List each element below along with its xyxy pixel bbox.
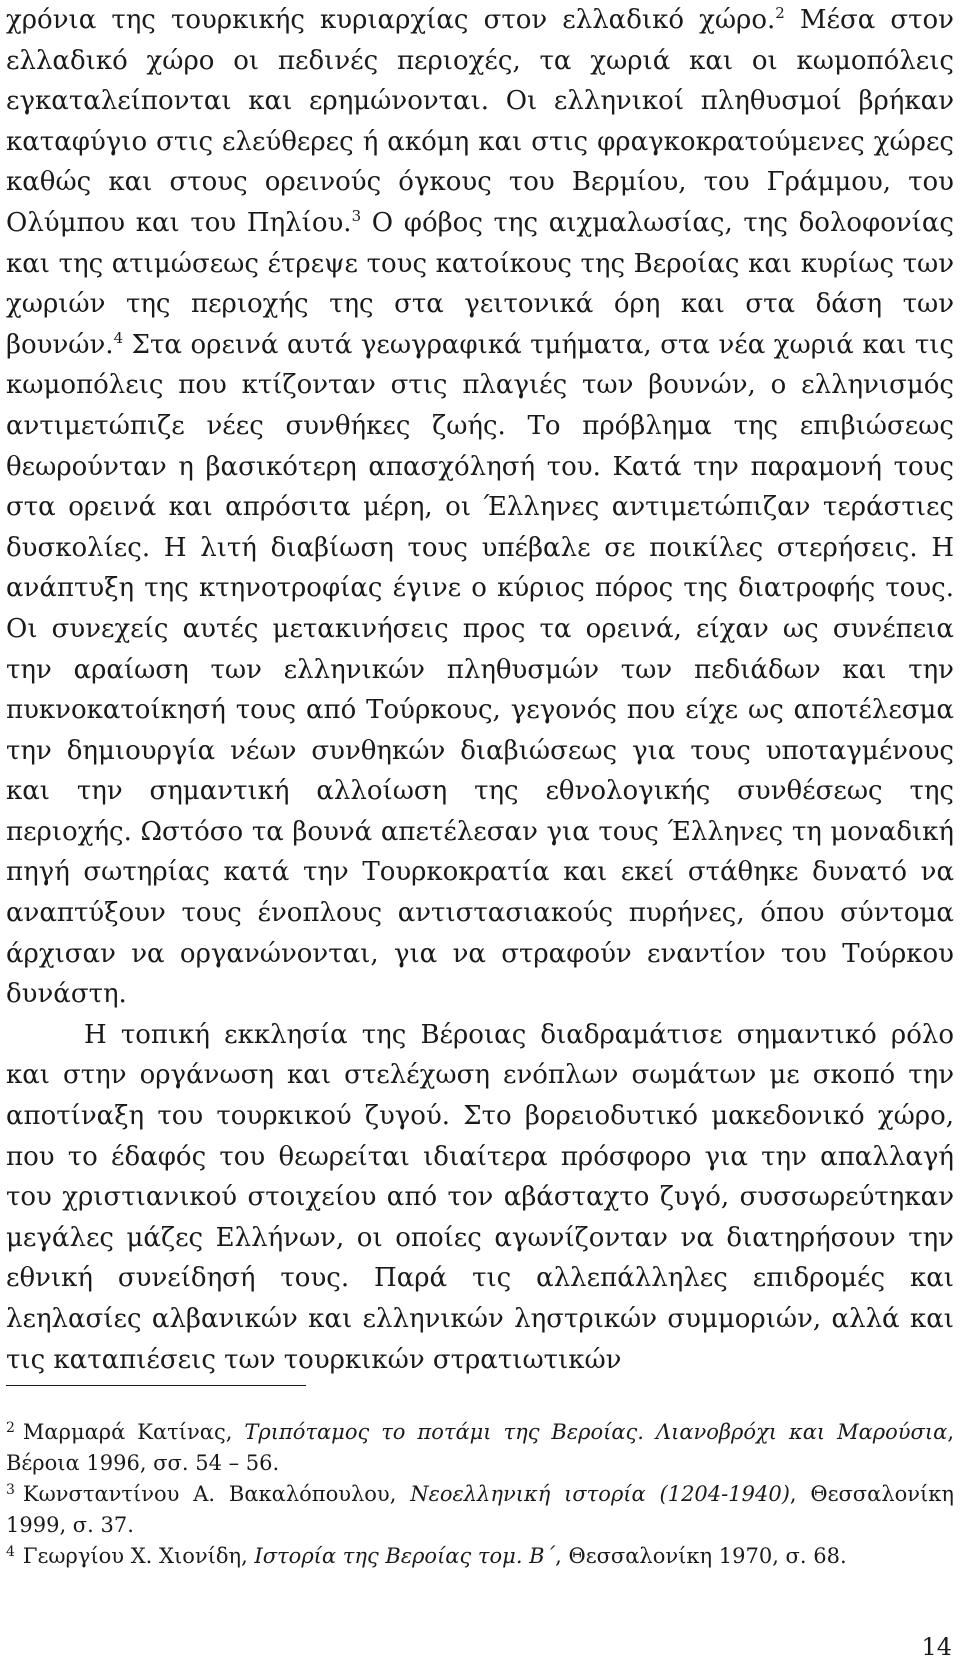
page-number: 14 xyxy=(921,1633,952,1661)
footnote-title: Τριπόταμος το ποτάμι της Βεροίας. Λιανοβρόχι και Μαρούσια xyxy=(244,1420,948,1444)
footnotes xyxy=(6,1417,954,1572)
paragraph-1-text: Μέσα στον ελλαδικό χώρο οι πεδινές περιοχές, τα χωριά και οι κωμοπόλεις εγκαταλείπονται και ερημώνονται. Οι ελληνικοί πληθυσμοί βρήκαν καταφύγιο στις ελεύθερες ή ακόμη και στις φραγκοκρατούμενες χώρες καθώς και στους ορεινούς όγκους του Βερμίου, του Γράμμου, του Ολύμπου και του Πηλίου. xyxy=(6,5,954,238)
footnote-3 xyxy=(6,1479,954,1541)
footnote-4 xyxy=(6,1541,954,1572)
body-text xyxy=(6,0,954,1380)
footnote-mark: 2 xyxy=(6,1420,15,1436)
footnote-reference: 3 xyxy=(351,206,362,225)
footnote-publication: , Θεσσαλονίκη 1970, σ. 68. xyxy=(555,1544,847,1568)
paragraph-1-text: Ο φόβος της αιχμαλωσίας, της δολοφονίας και της ατιμώσεως έτρεψε τους κατοίκους της Βεροίας και κυρίως των χωριών της περιοχής της στα γειτονικά όρη και στα δάση των βουνών. xyxy=(6,207,954,360)
footnote-reference: 4 xyxy=(113,328,124,347)
paragraph-1 xyxy=(6,0,954,1015)
footnote-author: Γεωργίου Χ. Χιονίδη, xyxy=(22,1544,255,1568)
footnote-author: Κωνσταντίνου Α. Βακαλόπουλου, xyxy=(22,1482,411,1506)
paragraph-1-text: χρόνια της τουρκικής κυριαρχίας στον ελλαδικό χώρο. xyxy=(6,5,776,35)
footnote-reference: 2 xyxy=(775,4,785,22)
footnote-2 xyxy=(6,1417,954,1479)
footnote-publication: , Βέροια 1996, σσ. 54 – 56. xyxy=(6,1420,954,1475)
footnote-title: Νεοελληνική ιστορία (1204-1940) xyxy=(410,1482,790,1506)
footnote-author: Μαρμαρά Κατίνας, xyxy=(22,1420,245,1444)
footnote-publication: , Θεσσαλονίκη 1999, σ. 37. xyxy=(6,1482,954,1537)
footnote-mark: 4 xyxy=(6,1544,15,1560)
footnote-mark: 3 xyxy=(6,1482,15,1498)
footnote-separator xyxy=(6,1385,306,1386)
paragraph-2: Η τοπική εκκλησία της Βέροιας διαδραμάτισε σημαντικό ρόλο και στην οργάνωση και στελέχωση ενόπλων σωμάτων με σκοπό την αποτίναξη του τουρκικού ζυγού. Στο βορειοδυτικό μακεδονικό χώρο, που το έδαφός του θεωρείται ιδιαίτερα πρόσφορο για την απαλλαγή του χριστιανικού στοιχείου από τον αβάσταχτο ζυγό, συσσωρεύτηκαν μεγάλες μάζες Ελλήνων, οι οποίες αγωνίζονταν να διατηρήσουν την εθνική συνείδησή τους. Παρά τις αλλεπάλληλες επιδρομές και λεηλασίες αλβανικών και ελληνικών ληστρικών συμμοριών, αλλά και τις καταπιέσεις των τουρκικών στρατιωτικών xyxy=(6,1019,954,1375)
footnote-title: Ιστορία της Βεροίας τομ. Β΄ xyxy=(254,1544,556,1568)
paragraph-1-text: Στα ορεινά αυτά γεωγραφικά τμήματα, στα νέα χωριά και τις κωμοπόλεις που κτίζονταν στις πλαγιές των βουνών, ο ελληνισμός αντιμετώπιζε νέες συνθήκες ζωής. Το πρόβλημα της επιβιώσεως θεωρούνταν η βασικότερη απασχόλησή του. Κατά την παραμονή τους στα ορεινά και απρόσιτα μέρη, οι Έλληνες αντιμετώπιζαν τεράστιες δυσκολίες. Η λιτή διαβίωση τους υπέβαλε σε ποικίλες στερήσεις. Η ανάπτυξη της κτηνοτροφίας έγινε ο κύριος πόρος της διατροφής τους. Οι συνεχείς αυτές μετακινήσεις προς τα ορεινά, είχαν ως συνέπεια την αραίωση των ελληνικών πληθυσμών των πεδιάδων και την πυκνοκατοίκησή τους από Τούρκους, γεγονός που είχε ως αποτέλεσμα την δημιουργία νέων συνθηκών διαβιώσεως για τους υποταγμένους και την σημαντική αλλοίωση της εθνολογικής συνθέσεως της περιοχής. Ωστόσο τα βουνά απετέλεσαν για τους Έλληνες τη μοναδική πηγή σωτηρίας κατά την Τουρκοκρατία και εκεί στάθηκε δυνατό να αναπτύξουν τους ένοπλους αντιστασιακούς πυρήνες, όπου σύντομα άρχισαν να οργανώνονται, για να στραφούν εναντίον του Τούρκου δυνάστη. xyxy=(6,329,954,1010)
